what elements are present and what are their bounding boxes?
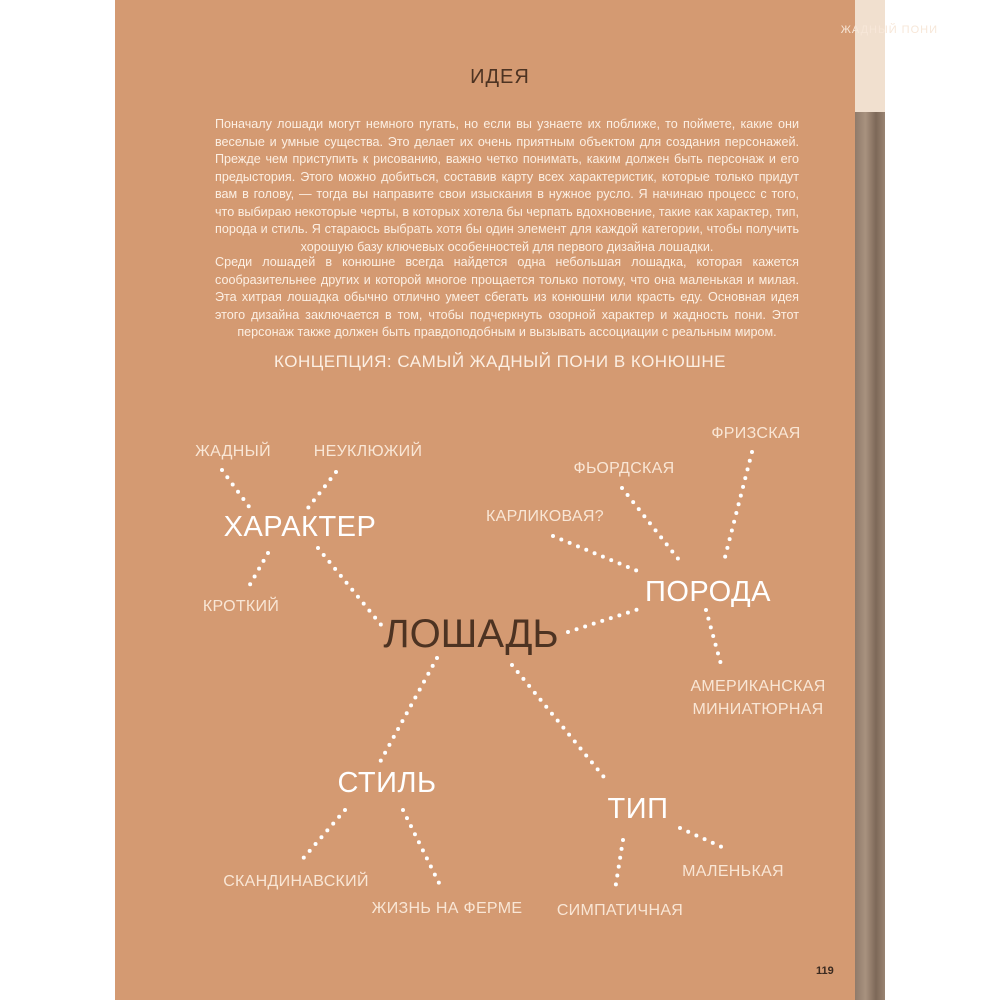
connector-american bbox=[706, 610, 722, 668]
paragraph-concept: Среди лошадей в конюшне всегда найдется одна небольшая лошадка, которая кажется сообразительнее других и которой многое прощается только потому, что она маленькая и милая. Эта хитрая лошадка обычно отлично умеет сбегать из конюшни или красть еду. Основная идея этого дизайна заключается в том, чтобы подчеркнуть озорной характер и жадность пони. Этот персонаж также должен быть правдоподобным и вызывать ассоциации с реальным миром. bbox=[215, 255, 799, 339]
connector-character bbox=[318, 548, 382, 626]
connector-meek bbox=[248, 553, 268, 588]
leaf-farm-life: ЖИЗНЬ НА ФЕРМЕ bbox=[371, 900, 523, 917]
connector-scandinavian bbox=[300, 810, 345, 862]
connector-clumsy bbox=[308, 472, 336, 508]
connector-greedy bbox=[222, 470, 250, 508]
category-type: ТИП bbox=[607, 793, 669, 825]
leaf-fjord: ФЬОРДСКАЯ bbox=[573, 460, 675, 477]
leaf-clumsy: НЕУКЛЮЖИЙ bbox=[313, 443, 423, 460]
connector-farm bbox=[403, 810, 440, 885]
connector-fjord bbox=[622, 488, 683, 565]
leaf-dwarf: КАРЛИКОВАЯ? bbox=[486, 508, 604, 525]
concept-title: КОНЦЕПЦИЯ: САМЫЙ ЖАДНЫЙ ПОНИ В КОНЮШНЕ bbox=[274, 352, 726, 371]
connector-type bbox=[512, 665, 608, 782]
category-character: ХАРАКТЕР bbox=[223, 511, 377, 543]
leaf-scandinavian: СКАНДИНАВСКИЙ bbox=[223, 873, 369, 890]
connector-breed bbox=[568, 608, 642, 632]
running-head: ЖАДНЫЙ ПОНИ bbox=[840, 24, 938, 36]
leaf-friesian: ФРИЗСКАЯ bbox=[711, 425, 801, 442]
connector-friesian bbox=[723, 452, 752, 565]
leaf-cute: СИМПАТИЧНАЯ bbox=[556, 902, 684, 919]
center-node: ЛОШАДЬ bbox=[383, 612, 559, 656]
leaf-greedy: ЖАДНЫЙ bbox=[195, 443, 271, 460]
section-title: ИДЕЯ bbox=[470, 66, 530, 88]
leaf-american: АМЕРИКАНСКАЯ bbox=[690, 678, 826, 695]
connector-dwarf bbox=[553, 536, 640, 572]
category-breed: ПОРОДА bbox=[644, 576, 772, 608]
paragraph-intro: Поначалу лошади могут немного пугать, но если вы узнаете их поближе, то поймете, какие они веселые и умные существа. Это делает их очень приятным объектом для создания персонажей. Прежде чем приступить к рисованию, важно четко понимать, каким должен быть персонаж и его предыстория. Этого можно добиться, составив карту всех характеристик, которые только придут вам в голову, — тогда вы направите свои изыскания в нужное русло. Я начинаю процесс с того, что выбираю некоторые черты, в которых хотела бы черпать вдохновение, такие как характер, тип, порода и стиль. Я стараюсь выбрать хотя бы один элемент для каждой категории, чтобы получить хорошую базу ключевых особенностей для первого дизайна лошадки. bbox=[215, 117, 799, 254]
connector-style bbox=[380, 658, 437, 762]
leaf-small: МАЛЕНЬКАЯ bbox=[682, 863, 784, 880]
leaf-miniature: МИНИАТЮРНАЯ bbox=[692, 701, 824, 718]
leaf-meek: КРОТКИЙ bbox=[202, 598, 280, 615]
connector-cute bbox=[615, 840, 623, 890]
page-number: 119 bbox=[816, 965, 834, 977]
category-style: СТИЛЬ bbox=[337, 767, 437, 799]
connector-small bbox=[680, 828, 724, 848]
